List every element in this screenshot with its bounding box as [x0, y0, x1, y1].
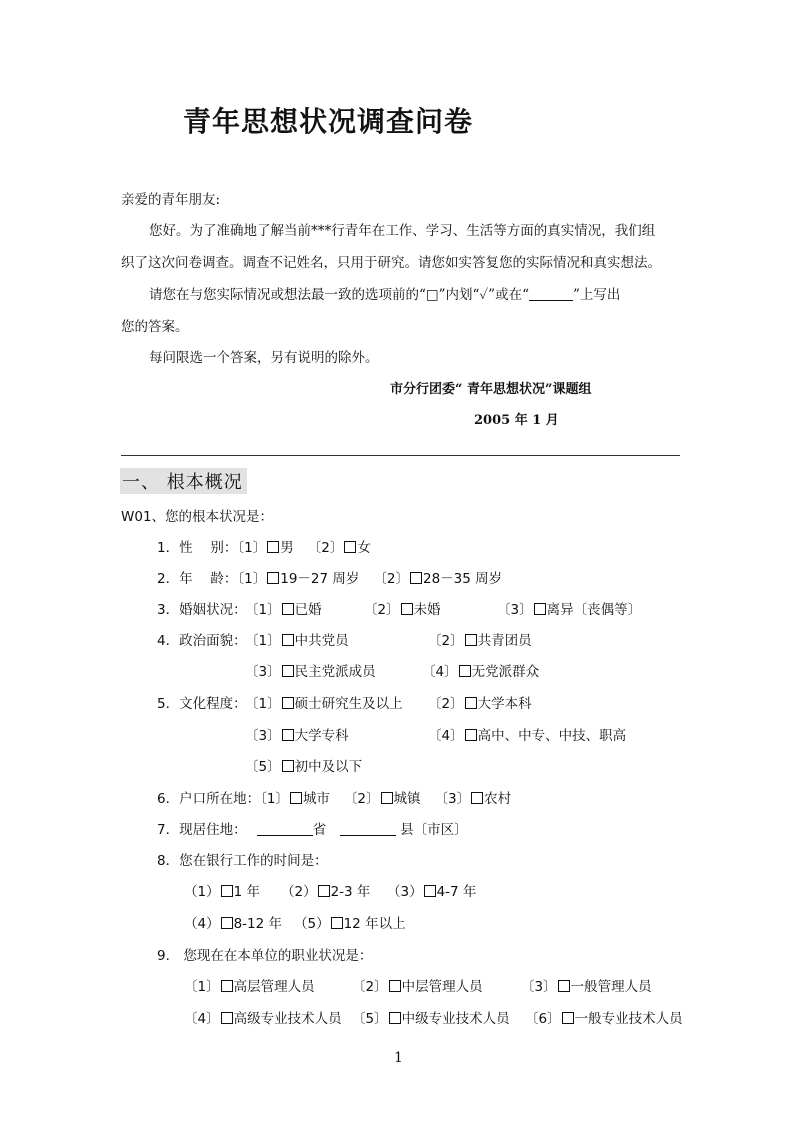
checkbox[interactable] [221, 917, 233, 929]
option-number: 〔3〕 [245, 728, 281, 744]
checkbox[interactable] [401, 603, 413, 615]
checkbox[interactable] [221, 980, 233, 992]
question-w01: W01、您的根本状况是： [121, 509, 274, 525]
option-label: 无党派群众 [471, 664, 540, 680]
option-label: 男 [280, 540, 294, 556]
checkbox[interactable] [282, 760, 294, 772]
document-title: 青年思想状况调查问卷 [183, 105, 474, 138]
option-label: 28－35 周岁 [422, 571, 503, 587]
q5-option-2 [428, 692, 532, 712]
intro-text: ”上写出 [572, 287, 621, 303]
option-number: （1） [184, 884, 220, 900]
option-label: 离异〔丧偶等〕 [546, 602, 642, 618]
q8-option-3 [387, 880, 476, 900]
option-number: 〔3〕 [434, 791, 471, 807]
option-label: 女 [357, 540, 371, 556]
q3-option-1 [245, 598, 322, 618]
checkbox[interactable] [459, 665, 471, 677]
option-number: 〔6〕 [525, 1011, 561, 1027]
option-number: 〔2〕 [373, 571, 409, 587]
checkbox[interactable] [267, 541, 279, 553]
option-label: 1 年 [233, 884, 260, 900]
option-number: 〔1〕 [260, 791, 289, 807]
option-label: 高级专业技术人员 [233, 1011, 342, 1027]
checkbox[interactable] [290, 792, 302, 804]
q9-option-4 [184, 1007, 342, 1027]
option-label: 大学本科 [477, 696, 532, 712]
checkbox[interactable] [282, 697, 294, 709]
checkbox[interactable] [331, 917, 343, 929]
county-input[interactable] [340, 835, 396, 836]
q5-option-1 [245, 692, 403, 712]
intro-paragraph-1-line-2: 织了这次问卷调查。调查不记姓名，只用于研究。请您如实答复您的实际情况和真实想法。 [121, 255, 661, 271]
option-number: 〔2〕 [307, 540, 344, 556]
option-label: 高层管理人员 [233, 979, 315, 995]
option-number: 〔2〕 [428, 633, 464, 649]
option-number: 〔1〕 [237, 540, 267, 556]
option-number: 〔3〕 [497, 602, 533, 618]
question-4 [157, 629, 247, 649]
question-label: 1．性 别： [157, 540, 238, 556]
q4-option-2 [428, 629, 532, 649]
checkbox[interactable] [221, 1012, 233, 1024]
option-number: 〔5〕 [352, 1011, 388, 1027]
checkbox[interactable] [389, 1012, 401, 1024]
county-label: 县〔市区〕 [400, 822, 468, 838]
q4-option-3 [245, 660, 376, 680]
checkbox[interactable] [465, 697, 477, 709]
checkbox[interactable] [282, 665, 294, 677]
question-9: 9． 您现在在本单位的职业状况是： [157, 948, 373, 964]
q9-option-2 [352, 975, 483, 995]
option-label: 高中、中专、中技、职高 [477, 728, 627, 744]
q8-option-2 [281, 880, 370, 900]
question-5 [157, 692, 247, 712]
checkbox[interactable] [389, 980, 401, 992]
question-label: 4．政治面貌： [157, 633, 247, 649]
q3-option-3 [497, 598, 641, 618]
option-label: 12 年以上 [343, 916, 406, 932]
question-7 [157, 818, 468, 838]
q8-option-1 [184, 880, 260, 900]
option-number: （5） [294, 916, 330, 932]
question-8: 8．您在银行工作的时间是： [157, 853, 328, 869]
checkbox[interactable] [465, 634, 477, 646]
blank-line [529, 300, 573, 301]
option-label: 共青团员 [477, 633, 532, 649]
option-number: 〔2〕 [343, 791, 380, 807]
checkbox[interactable] [282, 603, 294, 615]
option-label: 2-3 年 [330, 884, 371, 900]
option-number: 〔4〕 [428, 728, 464, 744]
q9-option-1 [184, 975, 315, 995]
checkbox[interactable] [318, 885, 330, 897]
checkbox[interactable] [267, 572, 279, 584]
divider [121, 455, 680, 456]
checkbox[interactable] [410, 572, 422, 584]
greeting: 亲爱的青年朋友: [121, 192, 221, 208]
option-number: （4） [184, 916, 220, 932]
option-label: 19－27 周岁 [280, 571, 360, 587]
option-label: 城镇 [393, 791, 421, 807]
option-label: 一般管理人员 [570, 979, 652, 995]
q5-option-5 [245, 755, 362, 775]
signature-date: 2005 年 1 月 [474, 413, 559, 428]
q4-option-1 [245, 629, 349, 649]
province-input[interactable] [257, 835, 313, 836]
option-label: 中共党员 [294, 633, 349, 649]
question-6 [157, 787, 511, 807]
checkbox[interactable] [381, 792, 393, 804]
option-number: 〔3〕 [521, 979, 557, 995]
option-number: （2） [281, 884, 317, 900]
checkbox[interactable] [424, 885, 436, 897]
intro-text: 请您在与您实际情况或想法最一致的选项前的“□”内划“✓”或在“ [149, 287, 529, 303]
option-number: 〔1〕 [245, 633, 281, 649]
checkbox[interactable] [282, 729, 294, 741]
option-number: （3） [387, 884, 423, 900]
q9-option-5 [352, 1007, 510, 1027]
intro-paragraph-3: 每问限选一个答案，另有说明的除外。 [149, 350, 379, 366]
option-number: 〔5〕 [245, 759, 281, 775]
question-label: 7．现居住地： [157, 822, 247, 838]
checkbox[interactable] [282, 634, 294, 646]
q9-option-3 [521, 975, 652, 995]
option-number: 〔1〕 [184, 979, 220, 995]
q9-option-6 [525, 1007, 683, 1027]
option-label: 民主党派成员 [294, 664, 376, 680]
option-label: 一般专业技术人员 [574, 1011, 683, 1027]
checkbox[interactable] [534, 603, 546, 615]
option-label: 硕士研究生及以上 [294, 696, 403, 712]
q8-option-4 [184, 912, 282, 932]
signature-org: 市分行团委“ 青年思想状况”课题组 [390, 382, 592, 397]
option-label: 中层管理人员 [401, 979, 483, 995]
question-3 [157, 598, 247, 618]
option-number: 〔2〕 [364, 602, 400, 618]
option-number: 〔3〕 [245, 664, 281, 680]
question-label: 2．年 龄： [157, 571, 238, 587]
option-label: 初中及以下 [294, 759, 363, 775]
question-1 [157, 536, 371, 556]
intro-paragraph-2-line-1 [149, 283, 620, 303]
option-label: 大学专科 [294, 728, 349, 744]
option-number: 〔4〕 [422, 664, 458, 680]
option-number: 〔1〕 [245, 602, 281, 618]
checkbox[interactable] [344, 541, 356, 553]
option-label: 城市 [302, 791, 330, 807]
option-label: 4-7 年 [436, 884, 477, 900]
question-label: 3．婚姻状况： [157, 602, 247, 618]
q3-option-2 [364, 598, 441, 618]
checkbox[interactable] [562, 1012, 574, 1024]
q4-option-4 [422, 660, 539, 680]
option-label: 8-12 年 [233, 916, 283, 932]
page-number: 1 [394, 1050, 403, 1066]
option-number: 〔1〕 [245, 696, 281, 712]
checkbox[interactable] [465, 729, 477, 741]
q8-option-5 [294, 912, 406, 932]
question-label: 5．文化程度： [157, 696, 247, 712]
option-number: 〔2〕 [352, 979, 388, 995]
option-label: 中级专业技术人员 [401, 1011, 510, 1027]
q5-option-4 [428, 724, 626, 744]
section-heading: 一、 根本概况 [120, 468, 247, 494]
checkbox[interactable] [558, 980, 570, 992]
intro-paragraph-2-line-2: 您的答案。 [121, 319, 189, 335]
q5-option-3 [245, 724, 349, 744]
option-number: 〔2〕 [428, 696, 464, 712]
intro-paragraph-1-line-1: 您好。为了准确地了解当前***行青年在工作、学习、生活等方面的真实情况，我们组 [149, 223, 656, 239]
option-label: 未婚 [413, 602, 441, 618]
option-label: 已婚 [294, 602, 322, 618]
option-number: 〔1〕 [237, 571, 267, 587]
checkbox[interactable] [471, 792, 483, 804]
province-label: 省 [312, 822, 327, 838]
option-number: 〔4〕 [184, 1011, 220, 1027]
question-2 [157, 567, 502, 587]
checkbox[interactable] [221, 885, 233, 897]
question-label: 6．户口所在地： [157, 791, 261, 807]
option-label: 农村 [484, 791, 512, 807]
